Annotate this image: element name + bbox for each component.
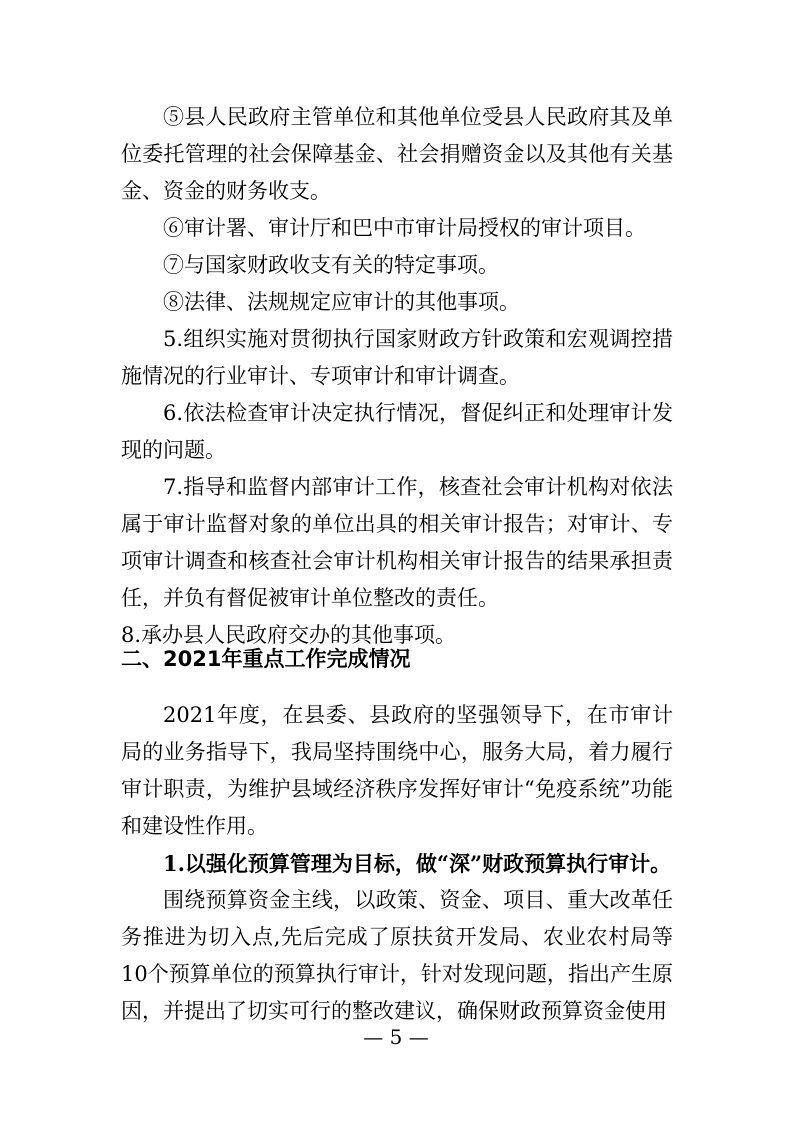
item-8-paragraph: ⑧法律、法规规定应审计的其他事项。	[163, 290, 520, 314]
subheading-1: 1.以强化预算管理为目标，做“深”财政预算执行审计。	[163, 851, 672, 876]
section-one-body	[121, 99, 673, 654]
page-number: — 5 —	[363, 1025, 429, 1049]
item-6-paragraph: ⑥审计署、审计厅和巴中市审计局授权的审计项目。	[163, 216, 646, 240]
section-two-intro-paragraph: 2021年度，在县委、县政府的坚强领导下，在市审计局的业务指导下，我局坚持围绕中心，服务大局，着力履行审计职责，为维护县域经济秩序发挥好审计“免疫系统”功能和建设性作用。	[121, 703, 673, 838]
item-5-paragraph: ⑤县人民政府主管单位和其他单位受县人民政府其及单位委托管理的社会保障基金、社会捐赠资金以及其他有关基金、资金的财务收支。	[121, 105, 673, 203]
item-7-paragraph: ⑦与国家财政收支有关的特定事项。	[163, 253, 499, 277]
budget-audit-paragraph: 围绕预算资金主线，以政策、资金、项目、重大改革任务推进为切入点,先后完成了原扶贫开发局、农业农村局等10个预算单位的预算执行审计，针对发现问题，指出产生原因，并提出了切实可行的整改建议，确保财政预算资金使用	[121, 888, 673, 1023]
duty-7-paragraph: 7.指导和监督内部审计工作，核查社会审计机构对依法属于审计监督对象的单位出具的相关审计报告；对审计、专项审计调查和核查社会审计机构相关审计报告的结果承担责任，并负有督促被审计单位整改的责任。	[121, 475, 673, 610]
duty-8-paragraph: 8.承办县人民政府交办的其他事项。	[121, 623, 457, 647]
section-two-body	[121, 697, 673, 1030]
section-two-heading: 二、2021年重点工作完成情况	[121, 647, 411, 671]
duty-6-paragraph: 6.依法检查审计决定执行情况，督促纠正和处理审计发现的问题。	[121, 401, 673, 462]
duty-5-paragraph: 5.组织实施对贯彻执行国家财政方针政策和宏观调控措施情况的行业审计、专项审计和审计调查。	[121, 327, 673, 388]
